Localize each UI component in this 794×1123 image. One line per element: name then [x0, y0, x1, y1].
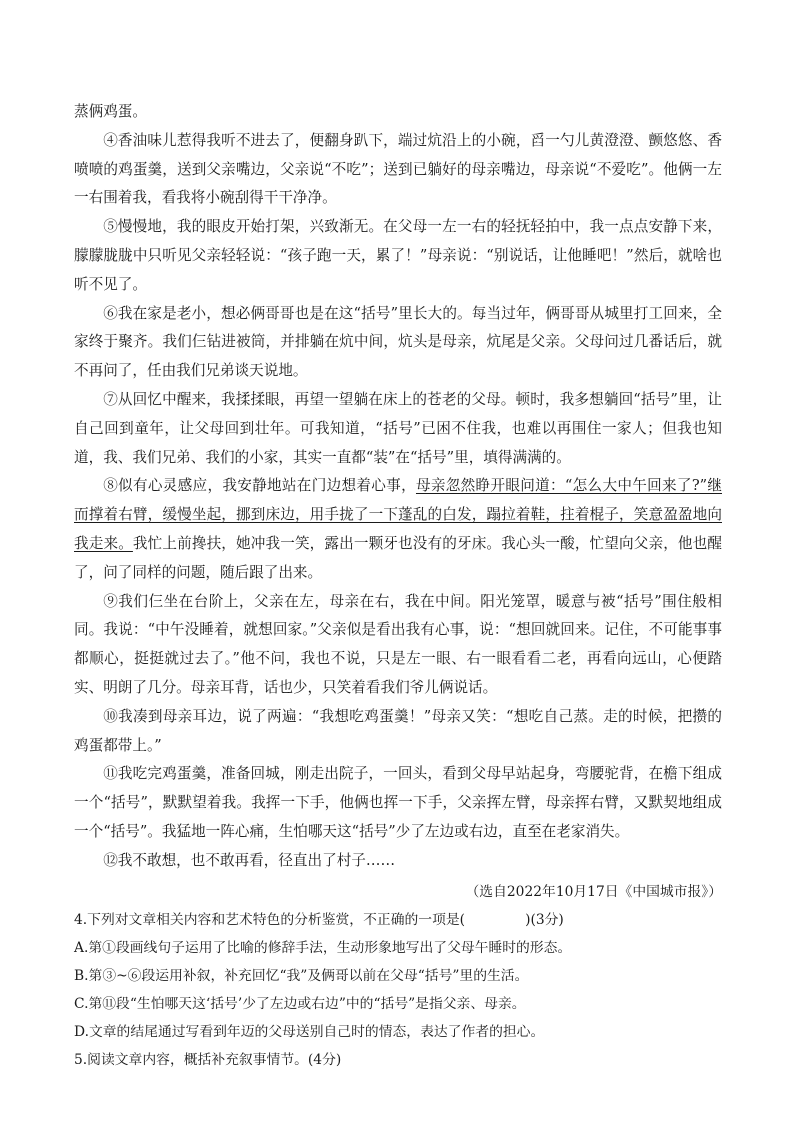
option-c: C.第⑪段“生怕哪天这‘括号’少了左边或右边”中的“括号”是指父亲、母亲。: [74, 995, 526, 1012]
paragraph-11: ⑪我吃完鸡蛋羹，准备回城，刚走出院子，一回头，看到父母早站起身，弯腰驼背，在檐下组成一个“括号”，默默望着我。我挥一下手，他俩也挥一下手，父亲挥左臂，母亲挥右臂，又默契地组成一个“括号”。我猛地一阵心痛，生怕哪天这“括号”少了左边或右边，直至在老家消失。: [74, 765, 722, 840]
source-citation: （选自2022年10月17日《中国城市报》）: [465, 883, 722, 900]
document-page: [74, 98, 722, 1074]
question-4: [74, 906, 722, 934]
option-a: A.第①段画线句子运用了比喻的修辞手法，生动形象地写出了父母午睡时的形态。: [74, 939, 572, 956]
option-b: B.第③~⑥段运用补叙，补充回忆“我”及俩哥以前在父母“括号”里的生活。: [74, 967, 529, 984]
paragraph-7: ⑦从回忆中醒来，我揉揉眼，再望一望躺在床上的苍老的父母。顿时，我多想躺回“括号”里，让自己回到童年，让父母回到壮年。可我知道，“括号”已困不住我，也难以再围住一家人；但我也知道，我、我们兄弟、我们的小家，其实一直都“装”在“括号”里，填得满满的。: [74, 390, 722, 466]
paragraph-6: ⑥我在家是老小，想必俩哥哥也是在这“括号”里长大的。每当过年，俩哥哥从城里打工回来，全家终于聚齐。我们仨钻进被筒，并排躺在炕中间，炕头是母亲，炕尾是父亲。父母问过几番话后，就不再问了，任由我们兄弟谈天说地。: [74, 304, 722, 380]
paragraph-3-tail: 蒸俩鸡蛋。: [74, 103, 147, 120]
question-5: 5.阅读文章内容，概括补充叙事情节。(4分): [74, 1051, 342, 1068]
paragraph-5: ⑤慢慢地，我的眼皮开始打架，兴致渐无。在父母一左一右的轻抚轻拍中，我一点点安静下来，朦朦胧胧中只听见父亲轻轻说：“孩子跑一天，累了！”母亲说：“别说话，让他睡吧！”然后，就啥也听不见了。: [74, 218, 722, 293]
paragraph-4: ④香油味儿惹得我听不进去了，便翻身趴下，端过炕沿上的小碗，舀一勺儿黄澄澄、颤悠悠、香喷喷的鸡蛋羹，送到父亲嘴边，父亲说“不吃”；送到已躺好的母亲嘴边，母亲说“不爱吃”。他俩一左一右围着我，看我将小碗刮得干干净净。: [74, 131, 722, 207]
paragraph-8: [74, 472, 722, 587]
paragraph-9: ⑨我们仨坐在台阶上，父亲在左，母亲在右，我在中间。阳光笼罩，暖意与被“括号”围住般相同。我说：“中午没睡着，就想回家。”父亲似是看出我有心事，说：“想回就回来。记住，不可能事事都顺心，挺挺就过去了。”他不问，我也不说，只是左一眼、右一眼看看二老，再看向远山，心便踏实、明朗了几分。母亲耳背，话也少，只笑着看我们爷儿俩说话。: [74, 592, 722, 696]
paragraph-8-start: ⑧似有心灵感应，我安静地站在门边想着心事，: [103, 477, 416, 495]
question-4-score: )(3分): [525, 911, 564, 928]
paragraph-10: ⑩我凑到母亲耳边，说了两遍：“我想吃鸡蛋羹！”母亲又笑：“想吃自己蒸。走的时候，把攒的鸡蛋都带上。”: [74, 707, 722, 754]
paragraph-12: ⑫我不敢想，也不敢再看，径直出了村子……: [103, 851, 396, 869]
question-4-stem: 4.下列对文章相关内容和艺术特色的分析鉴赏，不正确的一项是(: [74, 911, 466, 928]
underlined-sentence: 母亲忽然睁开眼问道：“怎么大中午回来了?”继而撑着右臂，缓慢坐起，挪到床边，用手拢了一下蓬乱的白发，蹋拉着鞋，拄着棍子，笑意盈盈地向我走来。: [74, 477, 722, 552]
paragraph-8-end: 我忙上前搀扶，她冲我一笑，露出一颗牙也没有的牙床。我心头一酸，忙望向父亲，他也醒了，问了同样的问题，随后跟了出来。: [74, 534, 722, 581]
option-d: D.文章的结尾通过写看到年迈的父母送别自己时的情态，表达了作者的担心。: [74, 1023, 545, 1040]
